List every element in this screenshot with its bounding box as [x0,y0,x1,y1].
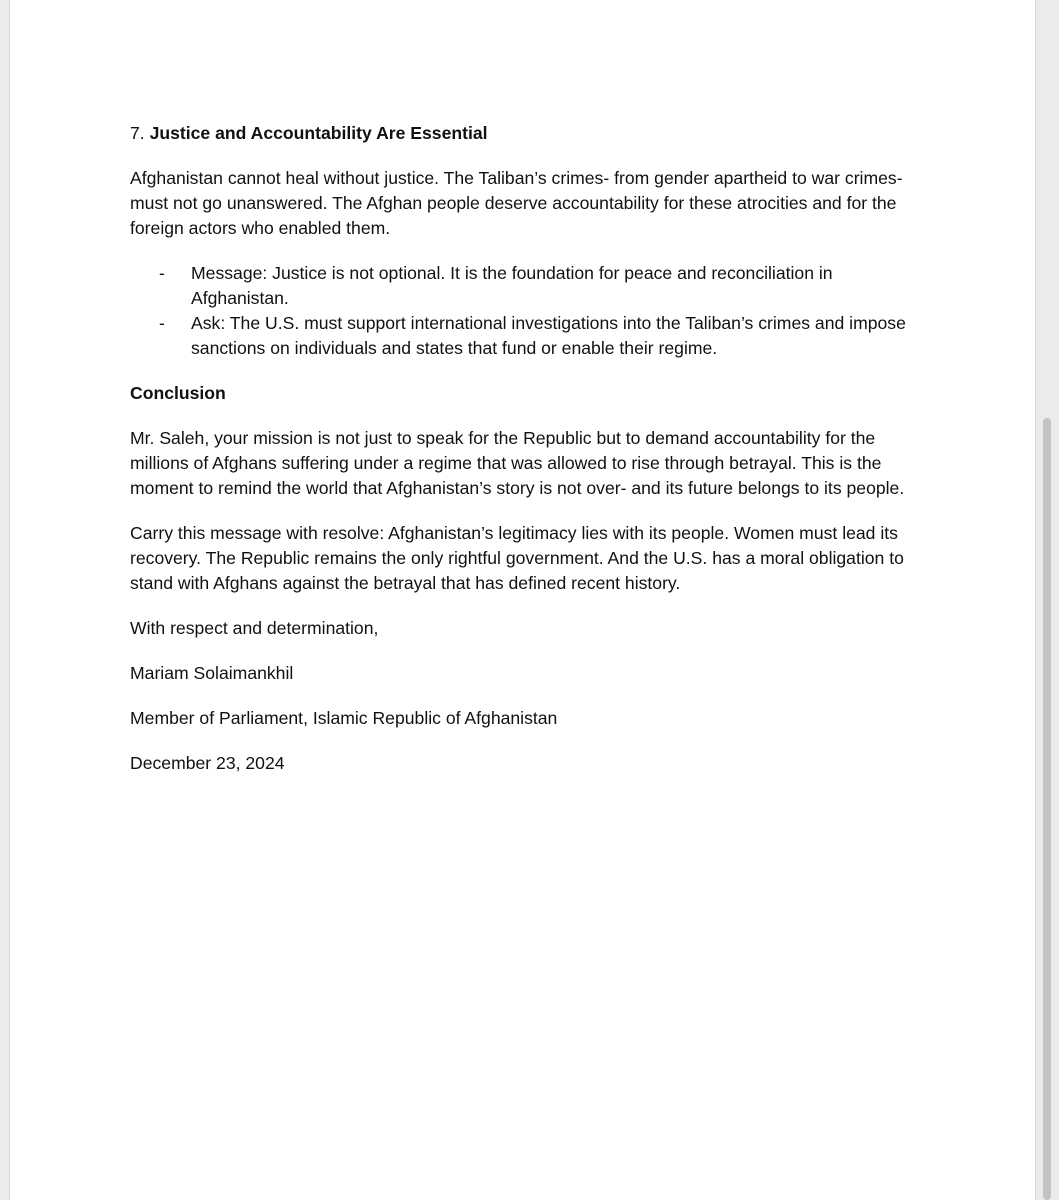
dash-bullet-icon: - [159,313,165,333]
scrollbar-thumb[interactable] [1043,418,1051,1200]
document-content [130,121,930,796]
dash-bullet-icon: - [159,263,165,283]
section-paragraph: Afghanistan cannot heal without justice. The Taliban’s crimes- from gender apartheid to war crimes- must not go unanswered. The Afghan people deserve accountability for these atrocities and for the foreign actors who enabled them. [130,168,903,238]
signatory-name: Mariam Solaimankhil [130,663,294,683]
section-number: 7. [130,123,145,143]
signatory-title: Member of Parliament, Islamic Republic of Afghanistan [130,708,558,728]
closing-line: With respect and determination, [130,618,379,638]
section-heading [130,121,930,146]
list-item-ask [130,311,930,361]
section-title: Justice and Accountability Are Essential [149,123,488,143]
list-item-message [130,261,930,311]
list-item-text: Message: Justice is not optional. It is the foundation for peace and reconciliation in Afghanistan. [191,263,833,308]
document-page [9,0,1036,1200]
bullet-list [130,261,930,361]
list-item-text: Ask: The U.S. must support international investigations into the Taliban’s crimes and impose sanctions on individuals and states that fund or enable their regime. [191,313,906,358]
conclusion-paragraph-1: Mr. Saleh, your mission is not just to speak for the Republic but to demand accountability for the millions of Afghans suffering under a regime that was allowed to rise through betrayal. This is the moment to remind the world that Afghanistan’s story is not over- and its future belongs to its people. [130,428,905,498]
letter-date: December 23, 2024 [130,753,285,773]
conclusion-paragraph-2: Carry this message with resolve: Afghanistan’s legitimacy lies with its people. Women must lead its recovery. The Republic remains the only rightful government. And the U.S. has a moral obligation to stand with Afghans against the betrayal that has defined recent history. [130,523,904,593]
conclusion-heading: Conclusion [130,383,226,403]
